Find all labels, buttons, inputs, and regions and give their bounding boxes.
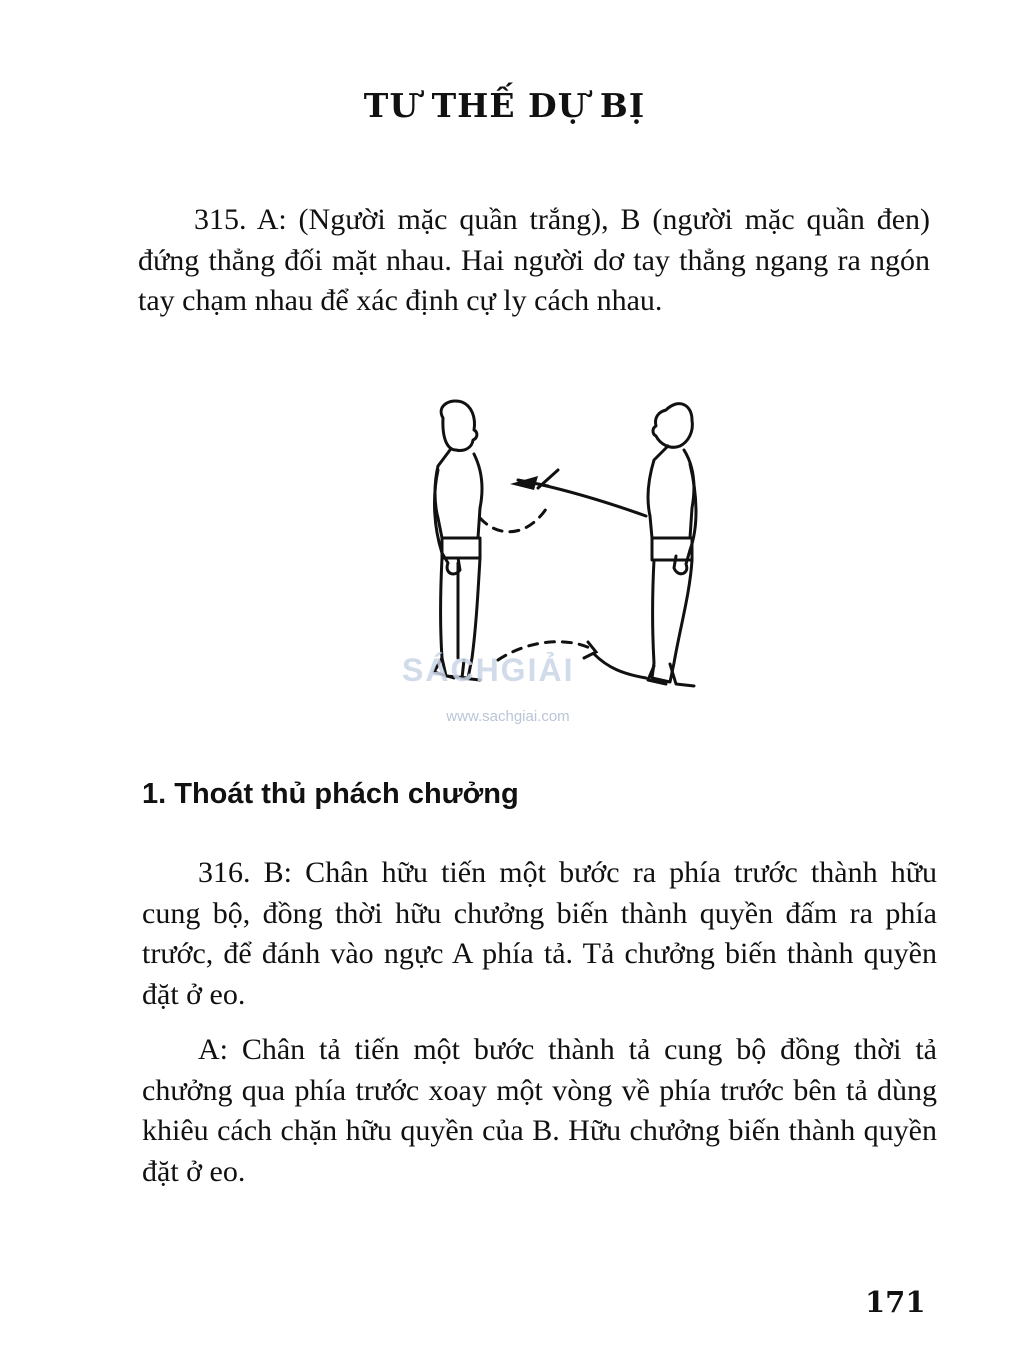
paragraph-316-a: A: Chân tả tiến một bước thành tả cung bộ đồng thời tả chưởng qua phía trước xoay một vòng về phía trước bên tả dùng khiêu cách chặn hữu quyền của B. Hữu chưởng biến thành quyền đặt ở eo. (142, 1033, 937, 1188)
watermark-logo: SÁCHGIẢI (402, 652, 575, 688)
figure-a-body (435, 450, 482, 538)
dashed-swing-arrow (480, 506, 548, 532)
figure-b-head (653, 404, 692, 448)
figure-a-head (441, 401, 477, 451)
page-number: 171 (865, 1285, 926, 1319)
section-heading: 1. Thoát thủ phách chưởng (142, 778, 519, 810)
watermark-url: www.sachgiai.com (446, 708, 570, 725)
paragraph-316-b: 316. B: Chân hữu tiến một bước ra phía trước thành hữu cung bộ, đồng thời hữu chưởng biến thành quyền đấm ra phía trước, để đánh vào ngực A phía tả. Tả chưởng biến thành quyền đặt ở eo. (142, 856, 937, 1011)
paragraph-315: 315. A: (Người mặc quần trắng), B (người mặc quần đen) đứng thẳng đối mặt nhau. Hai người dơ tay thẳng ngang ra ngón tay chạm nhau để xác định cự ly cách nhau. (138, 203, 930, 317)
arm-reach-arrow (538, 484, 646, 516)
figure-b-body (648, 446, 694, 538)
page-title: TƯ THẾ DỰ BỊ (363, 86, 646, 125)
